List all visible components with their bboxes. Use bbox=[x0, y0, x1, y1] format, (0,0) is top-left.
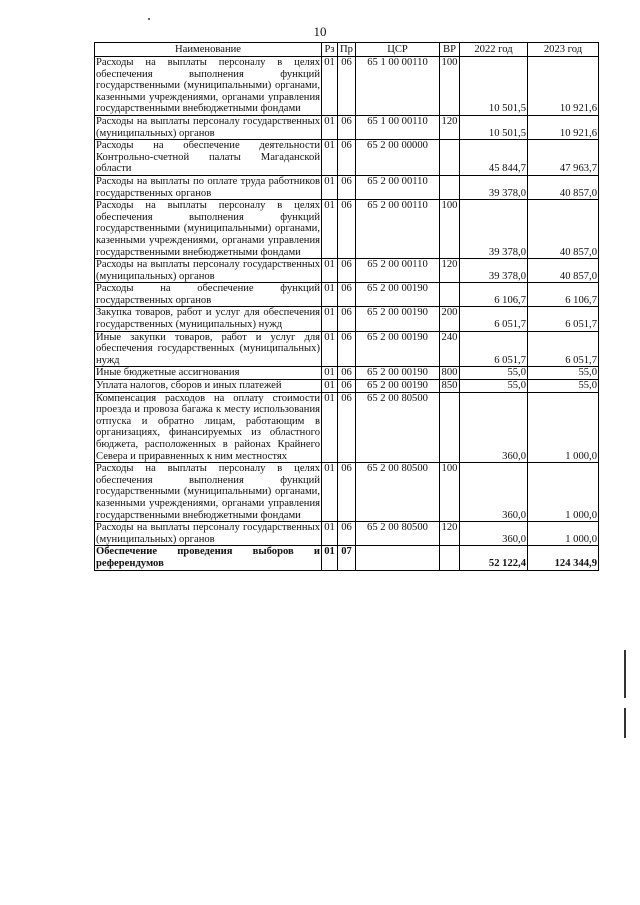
row-rz: 01 bbox=[322, 392, 338, 463]
row-rz: 01 bbox=[322, 283, 338, 307]
row-value-2023: 6 051,7 bbox=[528, 307, 599, 331]
row-value-2022: 55,0 bbox=[460, 380, 528, 393]
row-name: Расходы на обеспечение деятельности Контрольно-счетной палаты Магаданской области bbox=[96, 140, 320, 175]
row-pr: 06 bbox=[338, 463, 356, 522]
row-pr: 06 bbox=[338, 380, 356, 393]
table-row bbox=[95, 307, 599, 331]
row-csr: 65 2 00 00190 bbox=[356, 367, 440, 380]
row-pr: 06 bbox=[338, 283, 356, 307]
row-rz: 01 bbox=[322, 57, 338, 116]
row-vr: 800 bbox=[440, 367, 460, 380]
row-vr: 850 bbox=[440, 380, 460, 393]
row-value-2022: 52 122,4 bbox=[460, 546, 528, 570]
row-pr: 06 bbox=[338, 522, 356, 546]
row-pr: 06 bbox=[338, 57, 356, 116]
row-rz: 01 bbox=[322, 307, 338, 331]
header-2023: 2023 год bbox=[528, 43, 599, 57]
row-value-2022: 6 051,7 bbox=[460, 331, 528, 367]
scan-speck bbox=[148, 18, 150, 20]
row-value-2023: 1 000,0 bbox=[528, 463, 599, 522]
row-pr: 06 bbox=[338, 307, 356, 331]
row-vr bbox=[440, 175, 460, 199]
row-name: Расходы на выплаты персоналу государственных (муниципальных) органов bbox=[96, 115, 320, 139]
row-value-2022: 39 378,0 bbox=[460, 175, 528, 199]
budget-table bbox=[94, 42, 599, 571]
row-value-2022: 360,0 bbox=[460, 392, 528, 463]
row-vr bbox=[440, 546, 460, 570]
table-row bbox=[95, 367, 599, 380]
row-rz: 01 bbox=[322, 140, 338, 176]
table-row bbox=[95, 200, 599, 259]
row-csr: 65 1 00 00110 bbox=[356, 115, 440, 139]
row-rz: 01 bbox=[322, 463, 338, 522]
row-vr bbox=[440, 392, 460, 463]
row-pr: 06 bbox=[338, 115, 356, 139]
row-csr: 65 1 00 00110 bbox=[356, 57, 440, 116]
table-row bbox=[95, 522, 599, 546]
row-pr: 07 bbox=[338, 546, 356, 570]
row-name: Компенсация расходов на оплату стоимости проезда и провоза багажа к месту использования отпуска и обратно лицам, работающим в организациях, финансируемых из областного бюджета, расположенных в районах Крайнего Севера и приравненных к ним местностях bbox=[96, 392, 320, 462]
row-name: Расходы на выплаты персоналу в целях обеспечения выполнения функций государственными (муниципальными) органами, казенными учреждениями, органами управления государственными внебюджетными фондами bbox=[96, 57, 320, 115]
row-csr: 65 2 00 00000 bbox=[356, 140, 440, 176]
row-name: Уплата налогов, сборов и иных платежей bbox=[95, 380, 322, 393]
row-rz: 01 bbox=[322, 380, 338, 393]
row-pr: 06 bbox=[338, 175, 356, 199]
row-value-2023: 10 921,6 bbox=[528, 115, 599, 139]
row-vr: 120 bbox=[440, 522, 460, 546]
table-row bbox=[95, 140, 599, 176]
row-csr: 65 2 00 80500 bbox=[356, 392, 440, 463]
header-vr: ВР bbox=[440, 43, 460, 57]
row-name: Расходы на обеспечение функций государственных органов bbox=[96, 283, 320, 306]
row-pr: 06 bbox=[338, 367, 356, 380]
row-csr: 65 2 00 80500 bbox=[356, 522, 440, 546]
row-value-2022: 45 844,7 bbox=[460, 140, 528, 176]
row-csr: 65 2 00 00190 bbox=[356, 283, 440, 307]
row-name: Расходы на выплаты персоналу государственных (муниципальных) органов bbox=[96, 522, 320, 545]
row-name: Закупка товаров, работ и услуг для обеспечения государственных (муниципальных) нужд bbox=[96, 307, 320, 331]
row-rz: 01 bbox=[322, 175, 338, 199]
row-rz: 01 bbox=[322, 522, 338, 546]
row-name: Расходы на выплаты персоналу в целях обеспечения выполнения функций государственными (муниципальными) органами, казенными учреждениями, органами управления государственными внебюджетными фондами bbox=[96, 200, 320, 258]
row-pr: 06 bbox=[338, 331, 356, 367]
page-number: 10 bbox=[313, 24, 327, 39]
row-value-2022: 360,0 bbox=[460, 522, 528, 546]
row-csr bbox=[356, 546, 440, 570]
row-name: Расходы на выплаты персоналу в целях обеспечения выполнения функций государственными (муниципальными) органами, казенными учреждениями, органами управления государственными внебюджетными фондами bbox=[96, 463, 320, 521]
row-value-2023: 40 857,0 bbox=[528, 259, 599, 283]
row-vr: 200 bbox=[440, 307, 460, 331]
row-vr: 100 bbox=[440, 463, 460, 522]
table-row bbox=[95, 331, 599, 367]
row-value-2023: 55,0 bbox=[528, 367, 599, 380]
table-row bbox=[95, 259, 599, 283]
row-csr: 65 2 00 00190 bbox=[356, 307, 440, 331]
row-vr: 100 bbox=[440, 57, 460, 116]
row-value-2023: 55,0 bbox=[528, 380, 599, 393]
header-pr: Пр bbox=[338, 43, 356, 57]
row-csr: 65 2 00 80500 bbox=[356, 463, 440, 522]
header-csr: ЦСР bbox=[356, 43, 440, 57]
table-body bbox=[95, 57, 599, 571]
header-rz: Рз bbox=[322, 43, 338, 57]
table-row bbox=[95, 283, 599, 307]
row-vr: 100 bbox=[440, 200, 460, 259]
row-pr: 06 bbox=[338, 200, 356, 259]
row-value-2023: 40 857,0 bbox=[528, 175, 599, 199]
table-header-row bbox=[95, 43, 599, 57]
row-csr: 65 2 00 00190 bbox=[356, 331, 440, 367]
row-vr bbox=[440, 283, 460, 307]
header-name: Наименование bbox=[95, 43, 322, 57]
row-pr: 06 bbox=[338, 259, 356, 283]
table-row bbox=[95, 392, 599, 463]
row-csr: 65 2 00 00110 bbox=[356, 175, 440, 199]
row-rz: 01 bbox=[322, 331, 338, 367]
row-value-2023: 124 344,9 bbox=[528, 546, 599, 570]
row-pr: 06 bbox=[338, 140, 356, 176]
row-csr: 65 2 00 00190 bbox=[356, 380, 440, 393]
row-value-2023: 1 000,0 bbox=[528, 392, 599, 463]
row-value-2023: 10 921,6 bbox=[528, 57, 599, 116]
row-name: Расходы на выплаты по оплате труда работников государственных органов bbox=[96, 175, 320, 199]
row-pr: 06 bbox=[338, 392, 356, 463]
row-rz: 01 bbox=[322, 367, 338, 380]
row-value-2022: 39 378,0 bbox=[460, 259, 528, 283]
row-value-2023: 1 000,0 bbox=[528, 522, 599, 546]
scan-edge-mark bbox=[624, 650, 626, 698]
row-value-2023: 6 106,7 bbox=[528, 283, 599, 307]
row-value-2022: 360,0 bbox=[460, 463, 528, 522]
table-row bbox=[95, 175, 599, 199]
row-name: Обеспечение проведения выборов и референдумов bbox=[96, 546, 320, 569]
row-vr: 120 bbox=[440, 115, 460, 139]
row-value-2022: 55,0 bbox=[460, 367, 528, 380]
table-row bbox=[95, 380, 599, 393]
row-vr bbox=[440, 140, 460, 176]
row-rz: 01 bbox=[322, 200, 338, 259]
row-name: Иные бюджетные ассигнования bbox=[95, 367, 322, 380]
row-value-2022: 6 051,7 bbox=[460, 307, 528, 331]
row-rz: 01 bbox=[322, 259, 338, 283]
row-value-2023: 47 963,7 bbox=[528, 140, 599, 176]
row-value-2022: 10 501,5 bbox=[460, 57, 528, 116]
table-row bbox=[95, 463, 599, 522]
row-rz: 01 bbox=[322, 115, 338, 139]
row-value-2022: 10 501,5 bbox=[460, 115, 528, 139]
scan-edge-mark bbox=[624, 708, 626, 738]
row-value-2023: 6 051,7 bbox=[528, 331, 599, 367]
row-rz: 01 bbox=[322, 546, 338, 570]
row-vr: 120 bbox=[440, 259, 460, 283]
row-name: Расходы на выплаты персоналу государственных (муниципальных) органов bbox=[96, 259, 320, 282]
row-csr: 65 2 00 00110 bbox=[356, 259, 440, 283]
row-name: Иные закупки товаров, работ и услуг для обеспечения государственных (муниципальных) нужд bbox=[96, 331, 320, 366]
row-csr: 65 2 00 00110 bbox=[356, 200, 440, 259]
row-value-2022: 39 378,0 bbox=[460, 200, 528, 259]
header-2022: 2022 год bbox=[460, 43, 528, 57]
table-row bbox=[95, 57, 599, 116]
row-vr: 240 bbox=[440, 331, 460, 367]
row-value-2022: 6 106,7 bbox=[460, 283, 528, 307]
table-row bbox=[95, 546, 599, 570]
table-row bbox=[95, 115, 599, 139]
row-value-2023: 40 857,0 bbox=[528, 200, 599, 259]
